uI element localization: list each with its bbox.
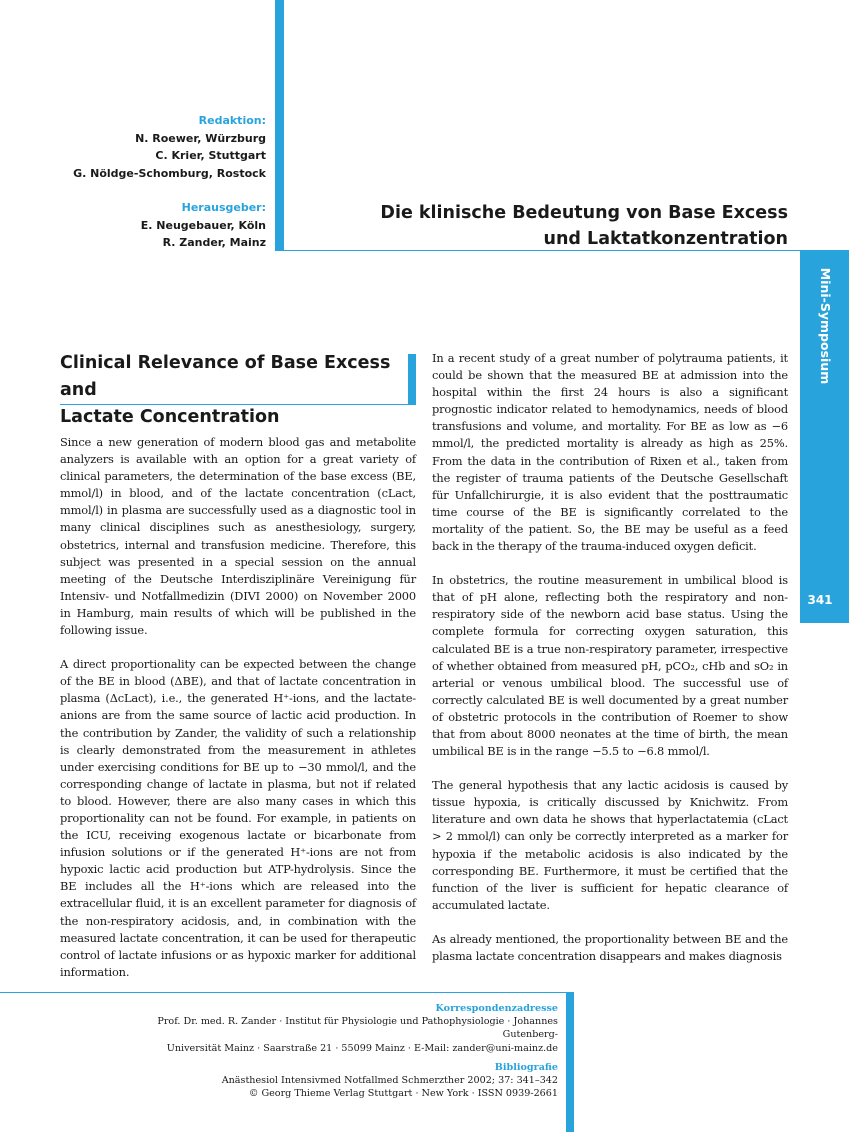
english-title <box>60 350 405 431</box>
bibliography-line: © Georg Thieme Verlag Stuttgart · New York · ISSN 0939-2661 <box>248 1088 558 1100</box>
redaktion-name: C. Krier, Stuttgart <box>155 149 266 162</box>
correspondence-label: Korrespondenzadresse <box>435 1003 558 1014</box>
bibliography-line: Anästhesiol Intensivmed Notfallmed Schmerzther 2002; 37: 341–342 <box>221 1075 558 1087</box>
body-paragraph: A direct proportionality can be expected between the change of the BE in blood (ΔBE), and that of lactate concentration in plasma (ΔcLact), i.e., the generated H⁺-ions, and the lactate-anions are from the same source of lactic acid production. In the contribution by Zander, the validity of such a relationship is clearly demonstrated from the measurement in athletes under exercising conditions for BE up to −30 mmol/l, and the corresponding change of lactate in plasma, but not if related to blood. However, there are also many cases in which this proportionality can not be found. For example, in patients on the ICU, receiving exogenous lactate or bicarbonate from infusion solutions or if the generated H⁺-ions are not from hypoxic lactic acid production but ATP-hydrolysis. Since the BE includes all the H⁺-ions which are released into the extracellular fluid, it is an excellent parameter for diagnosis of the non-respiratory acidosis, and, in combination with the measured lactate concentration, it can be used for therapeutic control of lactate infusions or as hypoxic marker for additional information. <box>60 657 416 979</box>
body-paragraph: As already mentioned, the proportionality between BE and the plasma lactate concentration disappears and makes diagnosis <box>432 931 788 963</box>
body-paragraph: In obstetrics, the routine measurement in umbilical blood is that of pH alone, reflecting both the respiratory and non-respiratory side of the newborn acid base status. Using the complete formula for correcting oxygen saturation, this calculated BE is a true non-respiratory parameter, irrespective of whether obtained from measured pH, pCO₂, cHb and sO₂ in arterial or venous umbilical blood. The successful use of correctly calculated BE is well documented by a great number of obstetric protocols in the contribution of Roemer to show that from about 8000 neonates at the time of birth, the mean umbilical BE is in the range −5.5 to −6.8 mmol/l. <box>432 573 788 759</box>
editors-block <box>40 112 266 252</box>
body-column-right <box>432 350 788 982</box>
footer-accent-bar <box>566 992 574 1132</box>
title-accent-bar <box>408 354 416 404</box>
herausgeber-name: E. Neugebauer, Köln <box>140 218 266 232</box>
body-column-left <box>60 434 416 998</box>
english-title-line: Clinical Relevance of Base Excess and <box>60 353 391 400</box>
page-number: 341 <box>807 593 833 607</box>
correspondence-line: Prof. Dr. med. R. Zander · Institut für Physiologie und Pathophysiologie · Johannes Gutenberg- <box>157 1016 558 1041</box>
footer-rule <box>0 992 566 993</box>
bibliography-label: Bibliografie <box>494 1061 558 1073</box>
title-rule <box>60 404 416 405</box>
redaktion-label: Redaktion: <box>198 114 266 127</box>
redaktion-name: G. Nöldge-Schomburg, Rostock <box>73 166 266 180</box>
body-paragraph: Since a new generation of modern blood gas and metabolite analyzers is available with an option for a great variety of clinical parameters, the determination of the base excess (BE, mmol/l) in blood, and of the lactate concentration (cLact, mmol/l) in plasma are successfully used as a diagnostic tool in many clinical disciplines such as anesthesiology, surgery, obstetrics, internal and transfusion medicine. Therefore, this subject was presented in a special session on the annual meeting of the Deutsche Interdisziplinäre Vereinigung für Intensiv- und Notfallmedizin (DIVI 2000) on November 2000 in Hamburg, main results of which will be published in the following issue. <box>60 435 416 638</box>
german-title-line: und Laktatkonzentration <box>543 229 788 249</box>
herausgeber-name: R. Zander, Mainz <box>162 236 266 249</box>
german-title <box>300 200 788 252</box>
body-paragraph: The general hypothesis that any lactic acidosis is caused by tissue hypoxia, is critically discussed by Knichwitz. From literature and own data he shows that hyperlactatemia (cLact > 2 mmol/l) can only be correctly interpreted as a marker for hypoxia if the metabolic acidosis is also indicated by the corresponding BE. Furthermore, it must be certified that the function of the liver is sufficient for hepatic clearance of accumulated lactate. <box>432 778 788 912</box>
header-accent-bar <box>275 0 284 251</box>
redaktion-name: N. Roewer, Würzburg <box>135 131 266 145</box>
herausgeber-label: Herausgeber: <box>181 201 266 214</box>
german-title-line: Die klinische Bedeutung von Base Excess <box>380 203 788 223</box>
footer-block <box>110 1002 558 1100</box>
correspondence-line: Universität Mainz · Saarstraße 21 · 55099 Mainz · E-Mail: zander@uni-mainz.de <box>166 1042 558 1054</box>
body-paragraph: In a recent study of a great number of polytrauma patients, it could be shown that the measured BE at admission into the hospital within the first 24 hours is also a significant prognostic indicator related to hemodynamics, needs of blood transfusions and volume, and mortality. For BE as low as −6 mmol/l, the predicted mortality is already as high as 25%. From the data in the contribution of Rixen et al., taken from the register of trauma patients of the Deutsche Gesellschaft für Unfallchirurgie, it is also evident that the posttraumatic time course of the BE is significantly correlated to the mortality of the patient. So, the BE may be useful as a feed back in the therapy of the trauma-induced oxygen deficit. <box>432 351 788 554</box>
english-title-line: Lactate Concentration <box>60 407 280 427</box>
section-label: Mini-Symposium <box>818 267 833 385</box>
